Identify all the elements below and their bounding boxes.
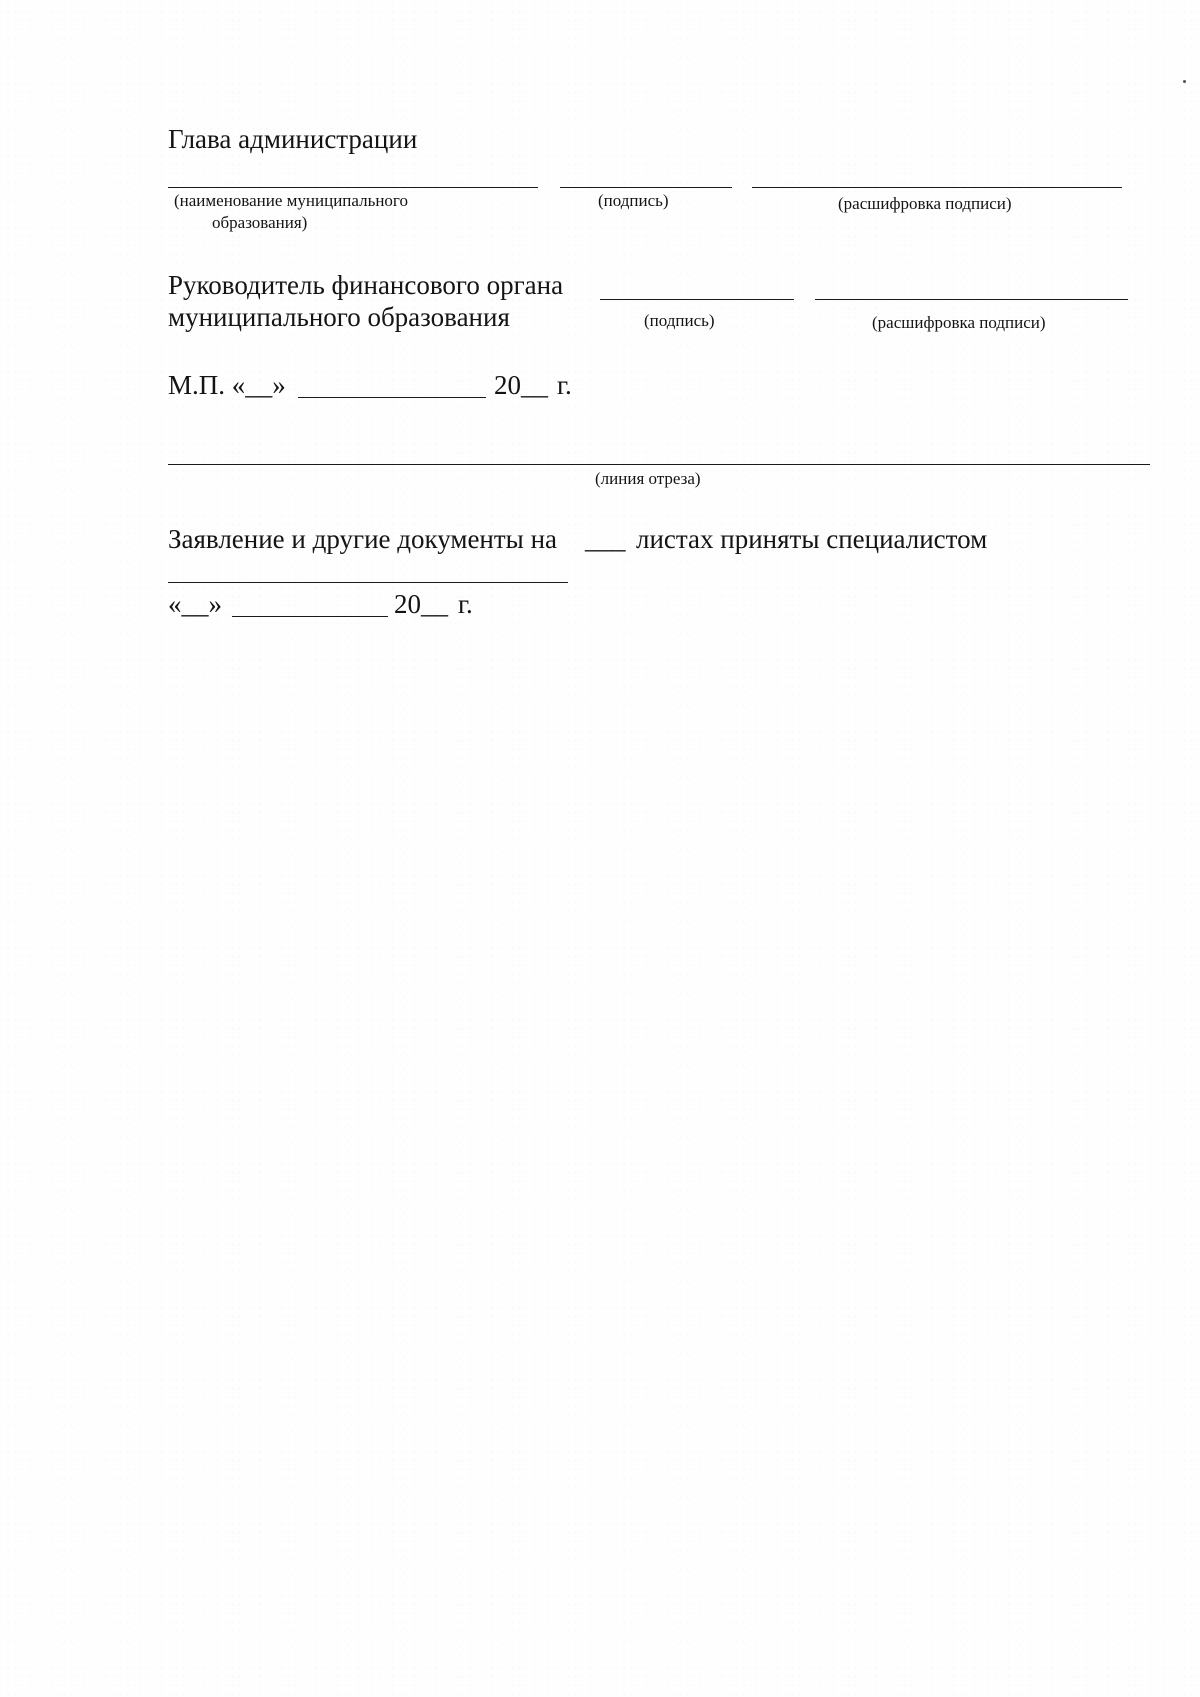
municipality-name-line <box>168 187 538 188</box>
head-signature-line <box>560 187 732 188</box>
finance-head-title-line2: муниципального образования <box>168 302 510 332</box>
caption-head-signature: (подпись) <box>598 191 669 210</box>
stamp-year-prefix: 20__ <box>494 370 548 400</box>
cut-line-caption: (линия отреза) <box>595 469 701 488</box>
caption-municipality-name-cont: образования) <box>212 213 308 232</box>
stamp-date-prefix: М.П. «__» <box>168 370 286 400</box>
caption-finance-signature-decoding: (расшифровка подписи) <box>872 313 1046 332</box>
head-of-administration-title: Глава администрации <box>168 124 418 154</box>
finance-signature-decoding-line <box>815 299 1128 300</box>
stamp-month-line <box>298 397 486 398</box>
acceptance-month-line <box>232 616 388 617</box>
head-signature-decoding-line <box>752 187 1122 188</box>
specialist-name-line <box>168 582 568 583</box>
stamp-year-suffix: г. <box>557 370 572 400</box>
acceptance-year-prefix: 20__ <box>394 589 448 619</box>
caption-finance-signature: (подпись) <box>644 311 715 330</box>
acceptance-year-suffix: г. <box>458 589 473 619</box>
cut-line <box>168 464 1150 465</box>
caption-head-signature-decoding: (расшифровка подписи) <box>838 194 1012 213</box>
finance-head-title-line1: Руководитель финансового органа <box>168 270 564 300</box>
acceptance-date-prefix: «__» <box>168 589 222 619</box>
caption-municipality-name: (наименование муниципального <box>174 191 408 210</box>
scan-dot <box>1183 80 1186 83</box>
finance-signature-line <box>600 299 794 300</box>
acceptance-sheets-blank: ___ <box>585 524 626 554</box>
acceptance-statement-end: листах приняты специалистом <box>636 524 988 554</box>
acceptance-statement-start: Заявление и другие документы на <box>168 524 558 554</box>
